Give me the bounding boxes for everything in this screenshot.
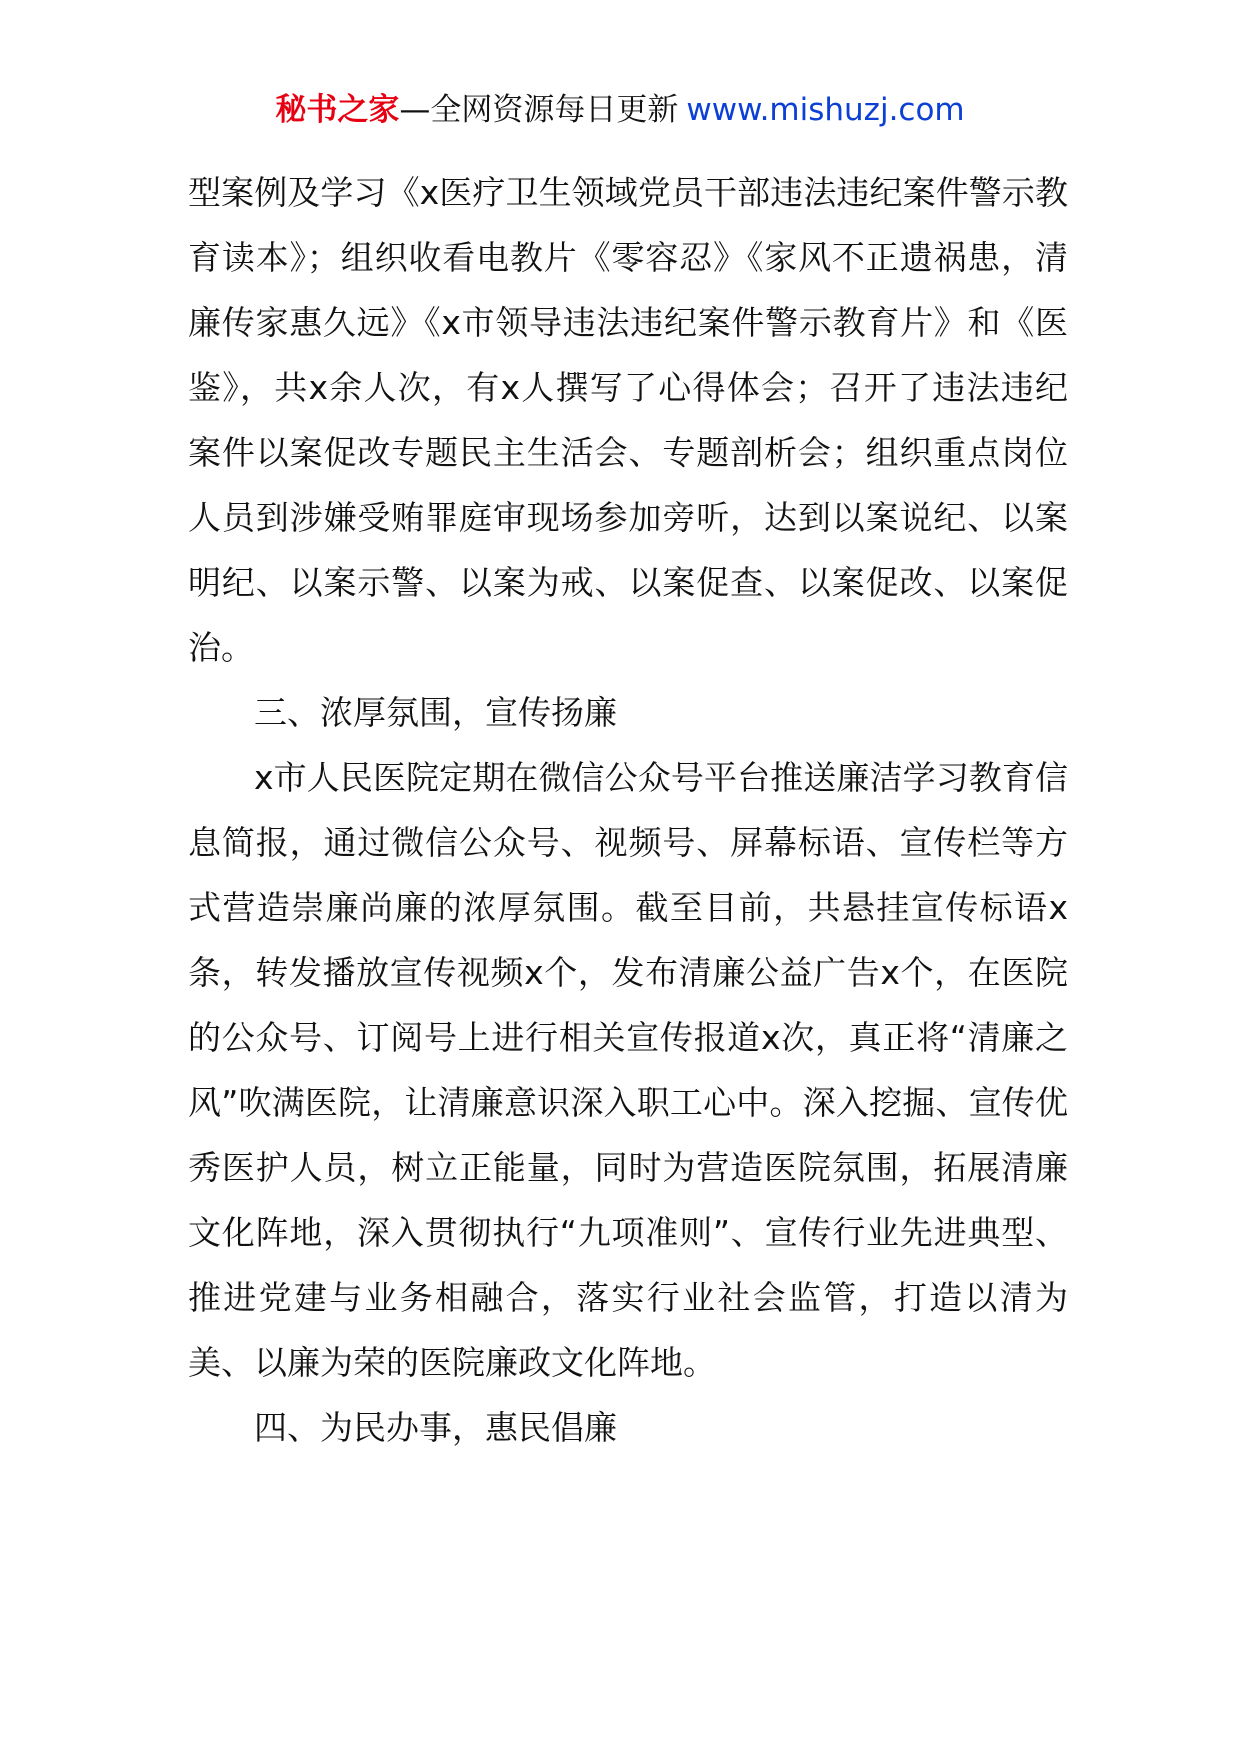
paragraph-publicity: x市人民医院定期在微信公众号平台推送廉洁学习教育信息简报，通过微信公众号、视频号、屏幕标语、宣传栏等方式营造崇廉尚廉的浓厚氛围。截至目前，共悬挂宣传标语x条，转发播放宣传视频x个，发布清廉公益广告x个，在医院的公众号、订阅号上进行相关宣传报道x次，真正将“清廉之风”吹满医院，让清廉意识深入职工心中。深入挖掘、宣传优秀医护人员，树立正能量，同时为营造医院氛围，拓展清廉文化阵地，深入贯彻执行“九项准则”、宣传行业先进典型、推进党建与业务相融合，落实行业社会监管，打造以清为美、以廉为荣的医院廉政文化阵地。 bbox=[188, 758, 1068, 1382]
document-body bbox=[188, 160, 1068, 1460]
page-header bbox=[0, 88, 1240, 132]
section-heading-4: 四、为民办事，惠民倡廉 bbox=[254, 1408, 617, 1447]
header-brand: 秘书之家 bbox=[275, 92, 400, 128]
paragraph-case-study: 型案例及学习《x医疗卫生领域党员干部违法违纪案件警示教育读本》；组织收看电教片《零容忍》《家风不正遗祸患，清廉传家惠久远》《x市领导违法违纪案件警示教育片》和《医鉴》，共x余人次，有x人撰写了心得体会；召开了违法违纪案件以案促改专题民主生活会、专题剖析会；组织重点岗位人员到涉嫌受贿罪庭审现场参加旁听，达到以案说纪、以案明纪、以案示警、以案为戒、以案促查、以案促改、以案促治。 bbox=[188, 173, 1068, 667]
header-url-link[interactable]: www.mishuzj.com bbox=[686, 92, 965, 128]
section-heading-3: 三、浓厚氛围，宣传扬廉 bbox=[254, 693, 617, 732]
header-slogan: —全网资源每日更新 bbox=[399, 92, 679, 128]
